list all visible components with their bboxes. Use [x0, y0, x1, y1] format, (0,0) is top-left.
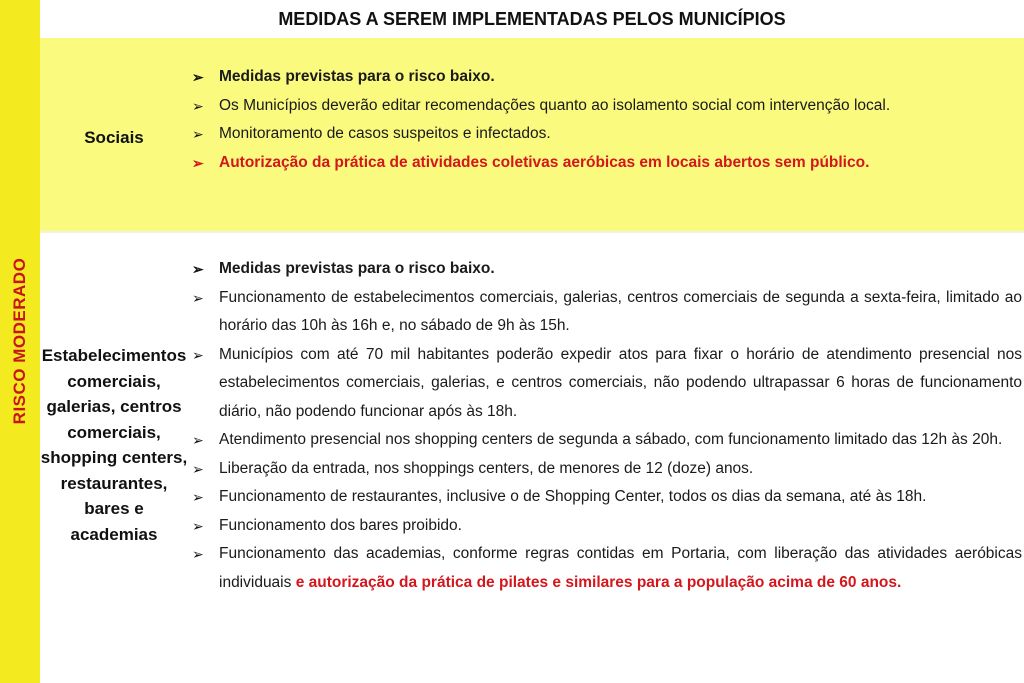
arrow-bullet-icon: ➢ — [192, 346, 204, 363]
arrow-bullet-icon: ➢ — [192, 154, 204, 171]
list-item: ➢ Atendimento presencial nos shopping centers de segunda a sábado, com funcionamento limitado das 12h às 20h. — [192, 426, 1022, 455]
arrow-bullet-icon: ➢ — [192, 517, 204, 534]
commerce-measures-list — [192, 255, 1022, 597]
arrow-bullet-icon: ➢ — [192, 126, 204, 142]
risk-level-label: RISCO MODERADO — [10, 257, 29, 425]
arrow-bullet-icon: ➢ — [192, 489, 204, 505]
page-title: MEDIDAS A SEREM IMPLEMENTADAS PELOS MUNICÍPIOS — [278, 9, 786, 29]
list-item: ➢ Funcionamento dos bares proibido. — [192, 512, 1022, 541]
arrow-bullet-icon: ➢ — [192, 289, 204, 306]
social-category-label: Sociais — [84, 128, 144, 147]
list-item: ➢ Autorização da prática de atividades coletivas aeróbicas em locais abertos sem público. — [192, 149, 1022, 178]
arrow-bullet-icon: ➢ — [192, 97, 204, 114]
arrow-bullet-icon: ➢ — [192, 432, 204, 448]
list-item: ➢ Funcionamento de estabelecimentos comerciais, galerias, centros comerciais de segunda a sexta-feira, limitado ao horário das 10h às 16h e, no sábado de 9h às 15h. — [192, 284, 1022, 341]
arrow-bullet-icon: ➢ — [192, 261, 204, 277]
commerce-measures-row — [40, 233, 1024, 683]
commerce-category-label: Estabelecimentos comerciais, galerias, centros comerciais, shopping centers, restaurantes, bares e academias — [40, 346, 188, 544]
highlighted-text: e autorização da prática de pilates e similares para a população acima de 60 anos. — [295, 573, 902, 591]
list-item: ➢ Monitoramento de casos suspeitos e infectados. — [192, 120, 1022, 149]
list-item: ➢ Medidas previstas para o risco baixo. — [192, 63, 1022, 92]
list-item: ➢ Os Municípios deverão editar recomendações quanto ao isolamento social com intervenção local. — [192, 92, 1022, 121]
list-item: ➢ Municípios com até 70 mil habitantes poderão expedir atos para fixar o horário de atendimento presencial nos estabelecimentos comerciais, galerias, e centros comerciais, não podendo ultrapassar 6 horas de funcionamento diário, não podendo funcionar após às 18h. — [192, 341, 1022, 427]
arrow-bullet-icon: ➢ — [192, 460, 204, 477]
arrow-bullet-icon: ➢ — [192, 69, 204, 85]
arrow-bullet-icon: ➢ — [192, 546, 204, 562]
list-item: ➢ Funcionamento das academias, conforme regras contidas em Portaria, com liberação das atividades aeróbicas individuais e autorização da prática de pilates e similares para a população acima de 60 anos. — [192, 540, 1022, 597]
list-item: ➢ Liberação da entrada, nos shoppings centers, de menores de 12 (doze) anos. — [192, 455, 1022, 484]
risk-level-side-bar — [0, 0, 40, 683]
list-item: ➢ Funcionamento de restaurantes, inclusive o de Shopping Center, todos os dias da semana, até às 18h. — [192, 483, 1022, 512]
table-header — [40, 0, 1024, 38]
social-measures-row — [40, 38, 1024, 231]
social-measures-list — [192, 63, 1022, 177]
list-item: ➢ Medidas previstas para o risco baixo. — [192, 255, 1022, 284]
